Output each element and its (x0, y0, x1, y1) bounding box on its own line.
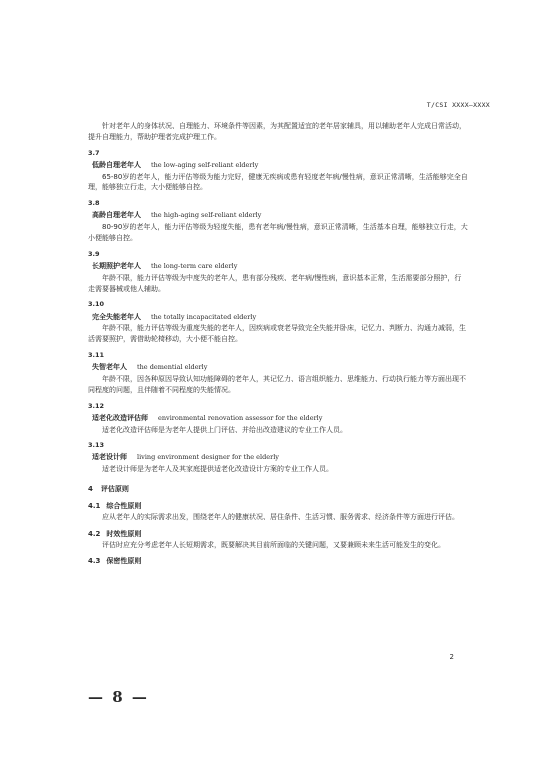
subsection-number: 4.3 (88, 557, 101, 566)
subsection-title: 保密性原则 (106, 557, 142, 566)
subsection-4-3 (88, 556, 468, 567)
term-zh: 适老化改造评估师 (92, 413, 148, 422)
term-en: living environment designer for the elderly (137, 453, 279, 462)
term-definition: 适老化改造评估师是为老年人提供上门评估、并给出改造建议的专业工作人员。 (102, 425, 347, 434)
subsection-4-2 (88, 529, 468, 551)
section-number: 4 (88, 485, 93, 494)
term-number: 3.10 (88, 300, 105, 309)
term-zh: 长期照护老年人 (92, 261, 141, 270)
standard-code: T/CSI XXXX—XXXX (426, 101, 490, 109)
section-title: 评估原则 (100, 485, 129, 494)
term-number: 3.7 (88, 148, 100, 157)
subsection-number: 4.1 (88, 502, 101, 510)
term-3-9 (88, 249, 468, 295)
subsection-title: 综合性原则 (106, 502, 142, 510)
term-en: the totally incapacitated elderly (151, 312, 257, 321)
term-definition: 年龄不限，因各种原因导致认知功能障碍的老年人，其记忆力、语言组织能力、思维能力、行动执行能力等方面出现不同程度的问题，且伴随着不同程度的失能情况。 (88, 374, 466, 394)
term-definition: 适老设计师是为老年人及其家庭提供适老化改造设计方案的专业工作人员。 (102, 465, 333, 474)
term-definition: 80-90岁的老年人，能力评估等级为轻度失能，患有老年病/慢性病，意识正常清晰，生活基本自理，能够独立行走，大小便能够自控。 (88, 223, 468, 243)
term-3-10 (88, 299, 468, 345)
intro-paragraph: 针对老年人的身体状况、自理能力、环境条件等因素，为其配置适宜的老年居家辅具，用以辅助老年人完成日常活动，提升自理能力，帮助护理者完成护理工作。 (88, 122, 466, 141)
term-number: 3.9 (88, 249, 100, 258)
page-body (88, 121, 468, 567)
footer-page-number: — 8 — (88, 688, 149, 706)
term-3-7 (88, 148, 468, 194)
term-number: 3.11 (88, 351, 105, 360)
subsection-text: 应从老年人的实际需求出发，围绕老年人的健康状况、居住条件、生活习惯、服务需求、经济条件等方面进行评估。 (102, 512, 459, 521)
term-3-12 (88, 401, 468, 436)
term-3-11 (88, 350, 468, 396)
term-en: the high-aging self-reliant elderly (151, 211, 262, 220)
term-definition: 年龄不限，能力评估等级为中度失的老年人，患有部分残疾、老年病/慢性病，意识基本正常，生活需要部分照护，行走需要器械或他人辅助。 (88, 273, 462, 293)
subsection-4-1 (88, 501, 468, 523)
subsection-title: 时效性原则 (106, 529, 142, 538)
term-number: 3.12 (88, 401, 105, 410)
term-number: 3.13 (88, 441, 105, 450)
term-definition: 65-80岁的老年人，能力评估等级为能力完好，健康无疾病或患有轻度老年病/慢性病，意识正常清晰，生活能够完全自理，能够独立行走，大小便能够自控。 (88, 172, 468, 192)
term-3-8 (88, 198, 468, 244)
term-number: 3.8 (88, 199, 100, 208)
term-zh: 高龄自理老年人 (92, 211, 141, 220)
subsection-number: 4.2 (88, 529, 101, 538)
term-zh: 低龄自理老年人 (92, 160, 141, 169)
term-zh: 失智老年人 (92, 363, 127, 372)
subsection-text: 评估时应充分考虑老年人长短期需求，既要解决其目前所面临的关键问题，又要兼顾未来生活可能发生的变化。 (102, 540, 445, 549)
page-number: 2 (449, 653, 454, 661)
term-definition: 年龄不限，能力评估等级为重度失能的老年人，因疾病或衰老导致完全失能并卧床，记忆力、判断力、沟通力减弱，生活需要照护，需借助轮椅移动，大小便不能自控。 (88, 324, 466, 344)
term-en: the long-term care elderly (151, 261, 238, 270)
term-3-13 (88, 440, 468, 475)
term-en: the demential elderly (137, 363, 208, 372)
term-en: environmental renovation assessor for the elderly (158, 413, 323, 422)
section-heading (88, 484, 468, 495)
term-zh: 适老设计师 (92, 453, 127, 462)
term-zh: 完全失能老年人 (92, 312, 141, 321)
term-en: the low-aging self-reliant elderly (151, 160, 259, 169)
